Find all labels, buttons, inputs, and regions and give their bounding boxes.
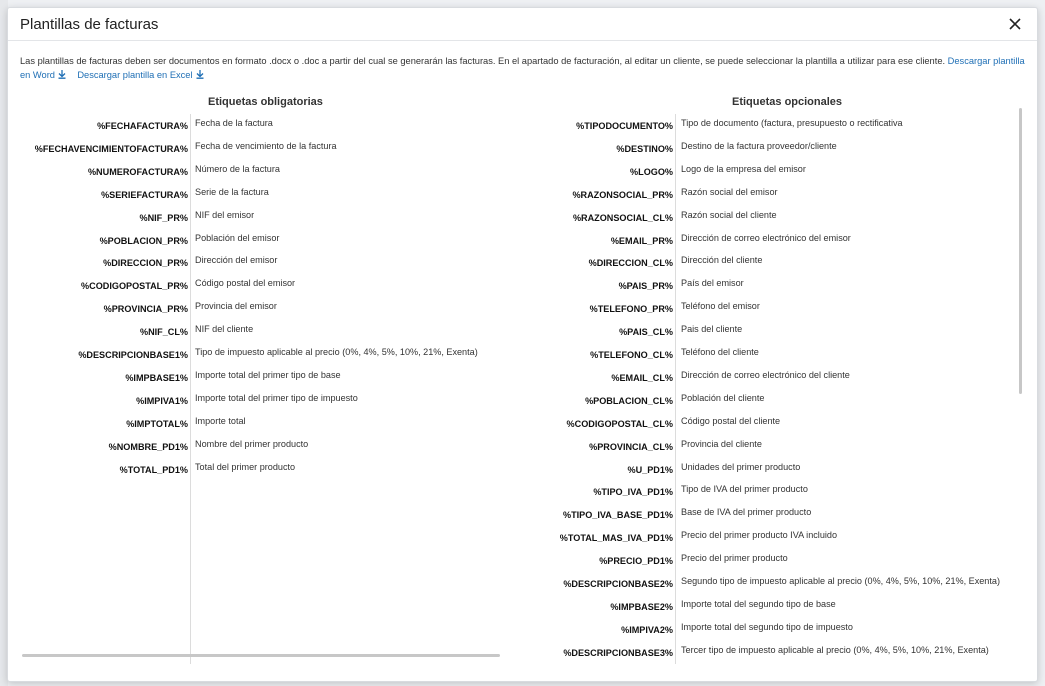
tag-name: %CODIGOPOSTAL_CL% bbox=[566, 418, 673, 429]
tag-description: Número de la factura bbox=[195, 163, 280, 174]
tag-name: %TIPODOCUMENTO% bbox=[576, 121, 673, 131]
tag-row bbox=[8, 572, 1008, 595]
optional-tags-column bbox=[8, 96, 1037, 666]
tag-name: %TIPO_IVA_BASE_PD1% bbox=[562, 510, 673, 521]
tag-name: %TOTAL_MAS_IVA_PD1% bbox=[559, 533, 673, 544]
tag-description: Pais del cliente bbox=[681, 324, 743, 335]
tag-name: %RAZONSOCIAL_CL% bbox=[572, 212, 673, 223]
tag-description: Importe total del segundo tipo de base bbox=[681, 598, 836, 609]
tag-name: %LOGO% bbox=[630, 166, 673, 177]
tag-name: %TOTAL_PD1% bbox=[119, 464, 188, 475]
download-icon bbox=[57, 69, 67, 79]
tag-name: %DIRECCION_PR% bbox=[103, 258, 188, 269]
vertical-scrollbar[interactable] bbox=[1019, 108, 1022, 394]
tag-name: %DESCRIPCIONBASE3% bbox=[563, 647, 673, 658]
tag-description: NIF del cliente bbox=[195, 324, 254, 335]
tag-name: %DESCRIPCIONBASE1% bbox=[78, 350, 188, 360]
tag-description: Tipo de IVA del primer producto bbox=[681, 484, 808, 495]
tag-row bbox=[8, 297, 1008, 320]
tag-description: Razón social del emisor bbox=[681, 186, 778, 197]
tag-description: Fecha de la factura bbox=[195, 118, 273, 128]
tag-name: %EMAIL_CL% bbox=[611, 372, 673, 383]
download-word-label: Descargar plantilla en Word bbox=[20, 56, 1025, 80]
tag-row bbox=[8, 251, 1008, 274]
tag-name: %NIF_CL% bbox=[140, 327, 188, 338]
intro-paragraph bbox=[20, 54, 1025, 82]
invoice-templates-dialog bbox=[7, 7, 1038, 682]
tag-row bbox=[8, 435, 1008, 458]
tag-name: %POBLACION_PR% bbox=[99, 235, 188, 246]
tag-name: %DESTINO% bbox=[616, 143, 673, 154]
download-excel-link[interactable] bbox=[77, 70, 204, 80]
optional-heading: Etiquetas opcionales bbox=[732, 96, 843, 108]
tag-name: %CODIGOPOSTAL_PR% bbox=[81, 281, 188, 292]
tag-row bbox=[8, 458, 1008, 481]
tag-description: Tercer tipo de impuesto aplicable al precio (0%, 4%, 5%, 10%, 21%, Exenta) bbox=[681, 644, 989, 655]
tag-description: Provincia del emisor bbox=[195, 301, 277, 312]
tag-row bbox=[8, 412, 1008, 435]
tag-row bbox=[8, 229, 1008, 252]
tag-description: Provincia del cliente bbox=[681, 438, 762, 449]
tag-description: Fecha de vencimiento de la factura bbox=[195, 140, 337, 151]
tag-row bbox=[8, 480, 1008, 503]
close-icon[interactable] bbox=[1004, 13, 1026, 35]
tag-name: %PROVINCIA_CL% bbox=[589, 441, 673, 452]
horizontal-scrollbar[interactable] bbox=[22, 654, 500, 657]
tag-description: Base de IVA del primer producto bbox=[681, 507, 812, 518]
tag-description: Unidades del primer producto bbox=[681, 461, 801, 472]
tag-name: %IMPIVA1% bbox=[136, 395, 188, 406]
tag-description: Código postal del cliente bbox=[681, 415, 781, 426]
tag-description: Población del emisor bbox=[195, 232, 280, 243]
tag-name: %SERIEFACTURA% bbox=[101, 189, 188, 200]
tag-description: Segundo tipo de impuesto aplicable al precio (0%, 4%, 5%, 10%, 21%, Exenta) bbox=[681, 576, 1000, 586]
tag-name: %IMPBASE1% bbox=[125, 372, 188, 383]
tag-name: %U_PD1% bbox=[627, 464, 673, 475]
tag-description: Importe total del segundo tipo de impuesto bbox=[681, 621, 853, 632]
tag-row bbox=[8, 137, 1008, 160]
tag-row bbox=[8, 183, 1008, 206]
tag-name: %IMPIVA2% bbox=[621, 624, 673, 635]
tag-name: %TIPO_IVA_PD1% bbox=[593, 487, 673, 498]
tag-name: %PAIS_PR% bbox=[618, 281, 673, 292]
tag-name: %FECHAVENCIMIENTOFACTURA% bbox=[34, 143, 188, 154]
download-excel-label: Descargar plantilla en Excel bbox=[77, 70, 193, 80]
tag-description: Dirección del cliente bbox=[681, 255, 763, 266]
download-icon bbox=[195, 69, 205, 79]
tag-name: %FECHAFACTURA% bbox=[97, 121, 188, 131]
tag-row bbox=[8, 160, 1008, 183]
tag-description: Dirección de correo electrónico del cliente bbox=[681, 369, 850, 380]
tag-name: %RAZONSOCIAL_PR% bbox=[572, 189, 673, 200]
tag-name: %PRECIO_PD1% bbox=[599, 556, 673, 567]
tag-row bbox=[8, 549, 1008, 572]
tag-row bbox=[8, 206, 1008, 229]
tag-row bbox=[8, 595, 1008, 618]
tag-description: Importe total del primer tipo de impuesto bbox=[195, 392, 358, 403]
tag-row bbox=[8, 366, 1008, 389]
tag-description: Tipo de impuesto aplicable al precio (0%, 4%, 5%, 10%, 21%, Exenta) bbox=[195, 347, 478, 357]
tag-description: País del emisor bbox=[681, 278, 744, 289]
mandatory-heading: Etiquetas obligatorias bbox=[208, 96, 323, 108]
tag-row bbox=[8, 389, 1008, 412]
intro-text: Las plantillas de facturas deben ser documentos en formato .docx o .doc a partir del cual se generarán las facturas. En el apartado de facturación, al editar un cliente, se puede seleccionar la plantilla a utilizar para ese cliente. bbox=[20, 56, 948, 66]
tag-row bbox=[8, 274, 1008, 297]
tag-description: NIF del emisor bbox=[195, 209, 255, 220]
tag-description: Dirección del emisor bbox=[195, 255, 278, 266]
tag-row bbox=[8, 320, 1008, 343]
tag-name: %PAIS_CL% bbox=[619, 327, 673, 338]
dialog-title: Plantillas de facturas bbox=[20, 16, 159, 33]
tag-row bbox=[8, 343, 1008, 366]
tag-name: %TELEFONO_PR% bbox=[589, 304, 673, 315]
tag-row bbox=[8, 526, 1008, 549]
tag-description: Código postal del emisor bbox=[195, 278, 296, 289]
tag-description: Serie de la factura bbox=[195, 186, 269, 197]
tag-description: Razón social del cliente bbox=[681, 209, 777, 220]
tag-name: %NUMEROFACTURA% bbox=[87, 166, 188, 177]
tag-name: %DESCRIPCIONBASE2% bbox=[563, 579, 673, 589]
tag-description: Población del cliente bbox=[681, 392, 765, 403]
tag-description: Logo de la empresa del emisor bbox=[681, 163, 806, 174]
tag-name: %NOMBRE_PD1% bbox=[108, 441, 188, 452]
tag-name: %DIRECCION_CL% bbox=[588, 258, 673, 269]
tag-description: Dirección de correo electrónico del emisor bbox=[681, 232, 851, 243]
tag-row bbox=[8, 618, 1008, 641]
tag-description: Importe total bbox=[195, 415, 246, 426]
tag-name: %IMPBASE2% bbox=[610, 601, 673, 612]
tag-name: %IMPTOTAL% bbox=[126, 418, 188, 429]
tag-row bbox=[8, 114, 1008, 137]
tag-name: %NIF_PR% bbox=[139, 212, 188, 223]
tag-description: Teléfono del cliente bbox=[681, 347, 759, 357]
tag-row bbox=[8, 503, 1008, 526]
tag-description: Importe total del primer tipo de base bbox=[195, 369, 341, 380]
tag-description: Destino de la factura proveedor/cliente bbox=[681, 140, 837, 151]
tag-description: Nombre del primer producto bbox=[195, 438, 309, 449]
tag-description: Total del primer producto bbox=[195, 461, 296, 472]
tag-name: %TELEFONO_CL% bbox=[590, 350, 673, 360]
tag-name: %PROVINCIA_PR% bbox=[103, 304, 188, 315]
tag-name: %EMAIL_PR% bbox=[610, 235, 673, 246]
tag-name: %POBLACION_CL% bbox=[585, 395, 673, 406]
tag-description: Teléfono del emisor bbox=[681, 301, 760, 312]
tag-description: Tipo de documento (factura, presupuesto o rectificativa bbox=[681, 118, 903, 128]
dialog-header bbox=[8, 8, 1037, 41]
tag-description: Precio del primer producto bbox=[681, 553, 788, 564]
tag-description: Precio del primer producto IVA incluido bbox=[681, 530, 838, 541]
tag-row bbox=[8, 641, 1008, 664]
